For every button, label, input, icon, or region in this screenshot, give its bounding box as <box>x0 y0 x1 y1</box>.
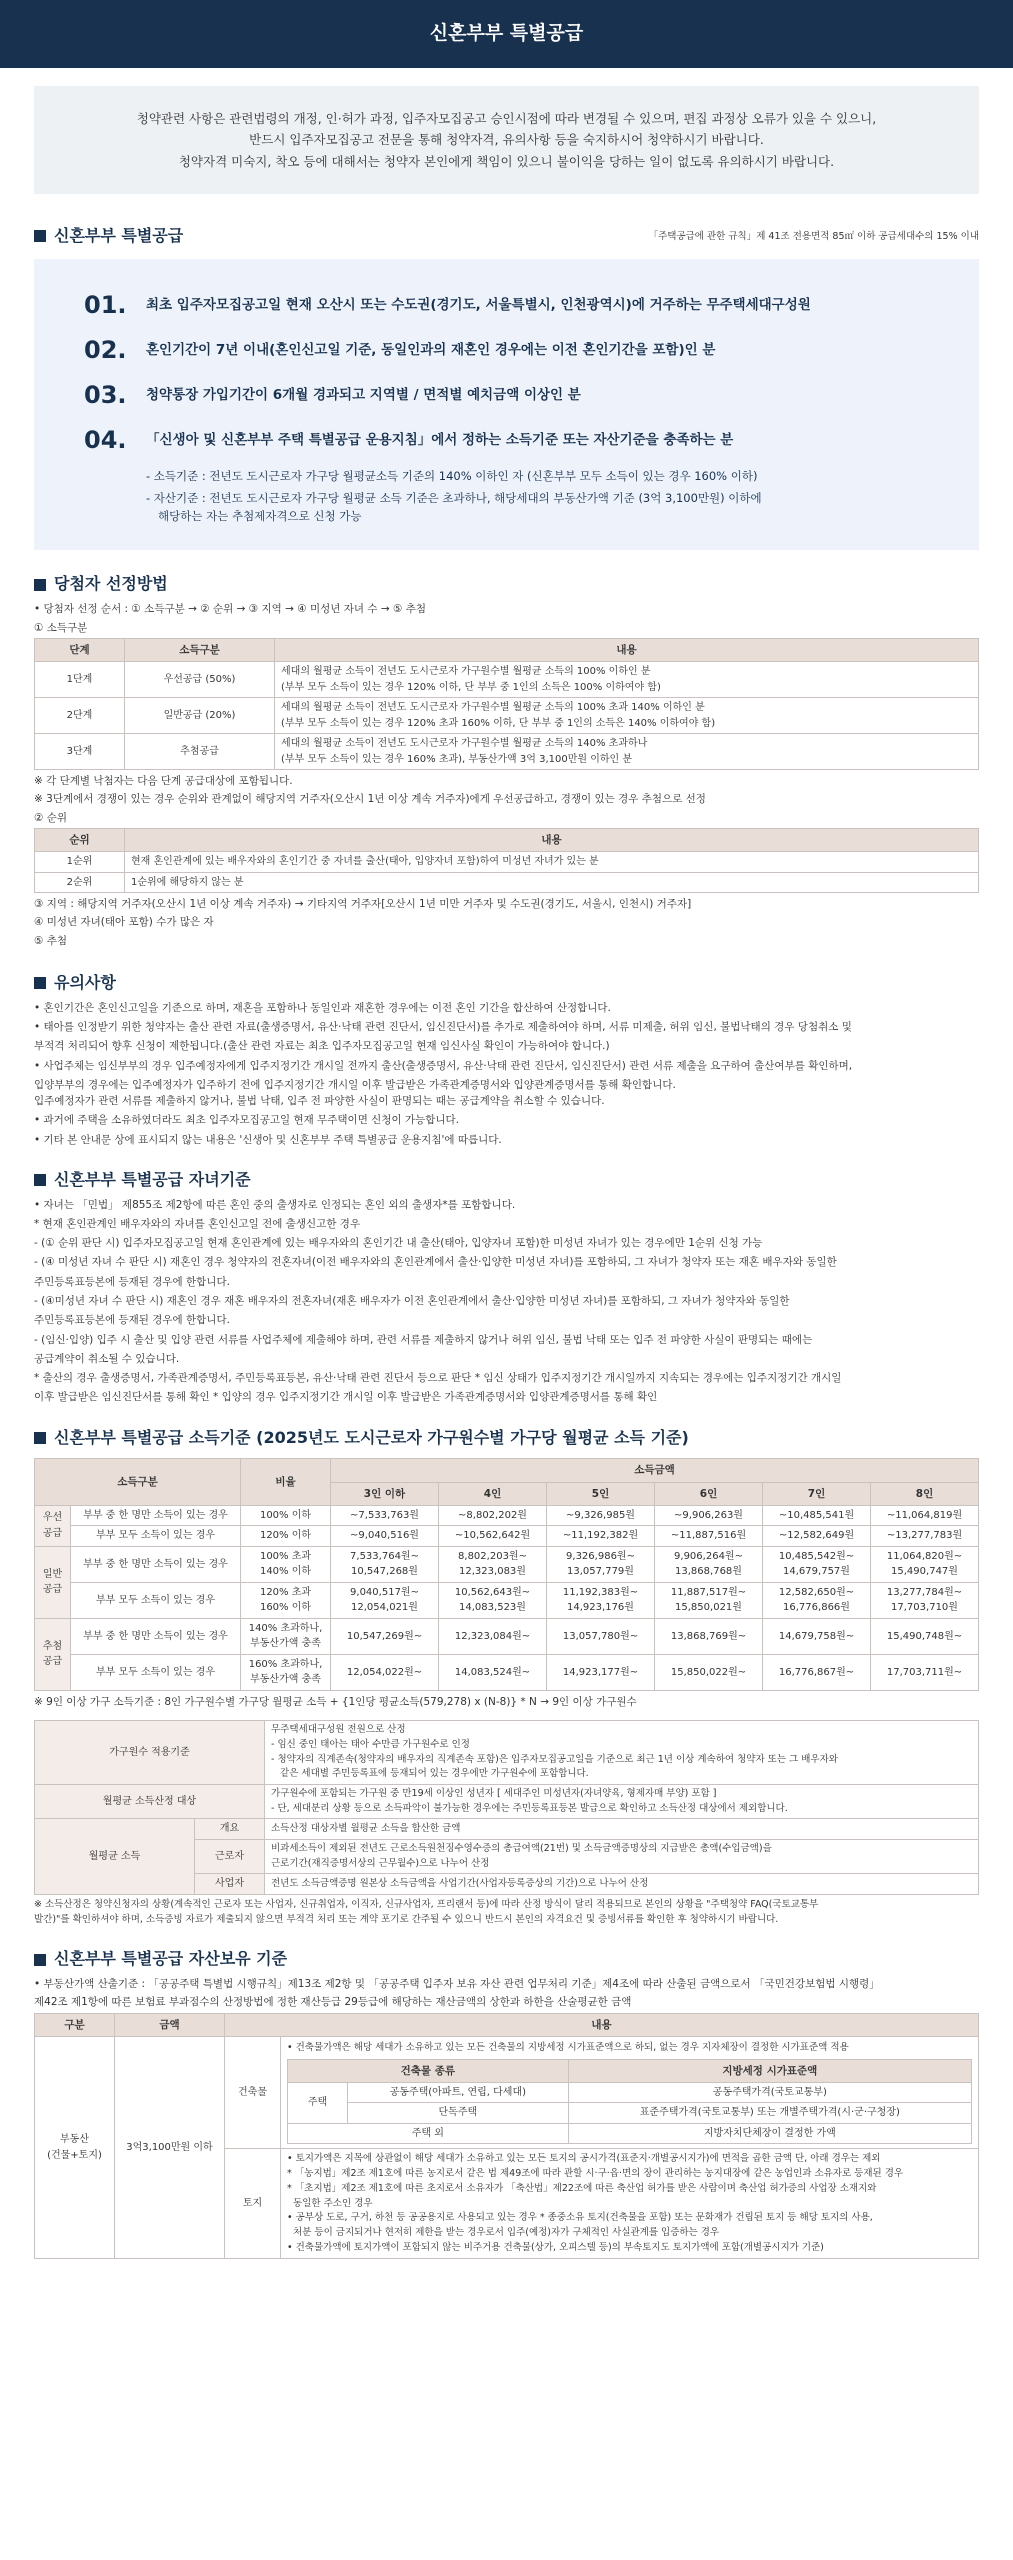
eligibility-item: 02. 혼인기간이 7년 이내(혼인신고일 기준, 동일인과의 재혼인 경우에는 이전 혼인기간을 포함)인 분 <box>84 335 716 364</box>
notice-line: 반드시 입주자모집공고 전문을 통해 청약자격, 유의사항 등을 숙지하시어 청약하시기 바랍니다. <box>249 132 764 148</box>
section-title: 신혼부부 특별공급 소득기준 (2025년도 도시근로자 가구원수별 가구당 월평균 소득 기준) <box>34 1426 979 1451</box>
asset-table: 구분 금액 내용 부동산 (건물+토지) 3억3,100만원 이하 건축물 • 건축물가액은 해당 세대가 소유하고 있는 모든 건축물의 지방세정 시가표준액으로 하되, 없는 경우 지자체장이 결정한 시가표준액 적용 건축물 종류 지방세정 시가표준액 주택 공동주택(아파트, 연립, 다세대) 공동주택가격(국토교통부) 단독주택 표준주택가격(국토교통부) 또는 개별주택가격(시·군·구청장) 주택 외 지방자치단체장이 결정한 가액 토지 • 토지가액은 지목에 상관없이 해당 세대가 소유하고 있는 모든 토지의 공시가격(표준지·개별공시지가)에 면적을 곱한 금액 단, 아래 경우는 제외 * 「농지법」제2조 제1호에 따른 농지로서 같은 법 제49조에 따라 관할 시·구·읍·면의 장이 관리하는 농지대장에 같은 농업인과 소유자로 등재된 경우 * 「초지법」제2조 제1호에 따른 초지로서 소유자가 「축산법」제22조에 따른 축산업 허가를 받은 사람이며 축산업 허가증의 사업장 소재지와 동일한 주소인 경우 • 공부상 도로, 구거, 하천 등 공공용지로 사용되고 있는 경우 * 종중소유 토지(건축물을 포함) 또는 문화재가 건립된 토지 등 해당 토지의 사용, 처분 등이 금지되거나 현저히 제한을 받는 경우로서 입주(예정)자가 구체적인 사실관계를 입증하는 경우 • 건축물가액에 토지가액이 포함되지 않는 비주거용 건축물(상가, 오피스텔 등)의 부속토지도 토지가액에 포함(개별공시지가 기준) <box>34 2013 979 2260</box>
children-item: • 자녀는 「민법」 제855조 제2항에 따른 혼인 중의 출생자로 인정되는 혼인 외의 출생자*를 포함합니다. <box>34 1198 516 1211</box>
caution-item: • 기타 본 안내문 상에 표시되지 않는 내용은 '신생아 및 신혼부부 주택 특별공급 운용지침'에 따릅니다. <box>34 1133 502 1146</box>
table-row: 1순위 현재 혼인관계에 있는 배우자와의 혼인기간 중 자녀를 출산(태아, 입양자녀 포함)하여 미성년 자녀가 있는 분 <box>35 852 979 873</box>
section-title: 신혼부부 특별공급 자산보유 기준 <box>34 1947 979 1972</box>
eligibility-subcriteria: - 소득기준 : 전년도 도시근로자 가구당 월평균소득 기준의 140% 이하인 자 (신혼부부 모두 소득이 있는 경우 160% 이하) - 자산기준 : 전년도 도시근로자 가구당 월평균 소득 기준은 초과하나, 해당세대의 부동산가액 기준 (3억 3,100만원) 이하에 해당하는 자는 추첨제자격으로 신청 가능 <box>146 469 762 524</box>
notice-line: 청약자격 미숙지, 착오 등에 대해서는 청약자 본인에게 책임이 있으니 불이익을 당하는 일이 없도록 유의하시기 바랍니다. <box>178 153 835 169</box>
land-item: • 공부상 도로, 구거, 하천 등 공공용지로 사용되고 있는 경우 * 종중소유 토지(건축물을 포함) 또는 문화재가 건립된 토지 등 해당 토지의 사용, <box>287 2212 873 2224</box>
children-item: - (④미성년 자녀 수 판단 시) 재혼인 경우 재혼 배우자의 전혼자녀(재혼 배우자가 이전 혼인관계에서 출산·입양한 미성년 자녀)를 포함하되, 그 자녀가 청약자와 동일한 <box>34 1294 790 1307</box>
income-calc-note: ※ 소득산정은 청약신청자의 상황(계속적인 근로자 또는 사업자, 신규취업자, 이직자, 신규사업자, 프리랜서 등)에 따라 산정 방식이 달리 적용되므로 본인의 상황을 "주택청약 FAQ(국토교통부 발간)"를 확인하셔야 하며, 소득증빙 자료가 제출되지 않으면 부적격 처리 또는 계약 포기로 간주될 수 있으니 반드시 본인의 자격요건 및 증빙서류를 확인한 후 청약하시기 바랍니다. <box>34 1898 819 1925</box>
caution-item: • 사업주체는 임신부부의 경우 입주예정자에게 입주지정기간 개시일 전까지 출산(출생증명서, 유산·낙태 관련 진단서, 임신진단서) 관련 서류 제출을 요구하여 출산여부를 확인하며, <box>34 1059 853 1072</box>
children-criteria-list <box>34 1197 979 1406</box>
table-row: 추첨공급 부부 중 한 명만 소득이 있는 경우 140% 초과하나, 부동산가액 충족 10,547,269원~ 12,323,084원~ 13,057,780원~ 13,868,769원~ 14,679,758원~ 15,490,748원~ <box>35 1618 979 1654</box>
table-row: 1단계 우선공급 (50%) 세대의 월평균 소득이 전년도 도시근로자 가구원수별 월평균 소득의 100% 이하인 분 (부부 모두 소득이 있는 경우 120% 이하, 단 부부 중 1인의 소득은 100% 이하여야 함) <box>35 662 979 698</box>
children-item: - (④ 미성년 자녀 수 판단 시) 재혼인 경우 청약자의 전혼자녀(이전 배우자와의 혼인관계에서 출산·입양한 미성년 자녀)를 포함하되, 그 자녀가 청약자 또는 재혼 배우자와 동일한 <box>34 1256 837 1269</box>
caution-item: • 혼인기간은 혼인신고일을 기준으로 하며, 재혼을 포함하나 동일인과 재혼한 경우에는 이전 혼인 기간을 합산하여 산정합니다. <box>34 1001 611 1014</box>
criteria-table: 가구원수 적용기준 무주택세대구성원 전원으로 산정 - 임신 중인 태아는 태아 수만큼 가구원수로 인정 - 청약자의 직계존속(청약자의 배우자의 직계존속 포함)은 입주자모집공고일을 기준으로 최근 1년 이상 계속하여 청약자 또는 그 배우자와 같은 세대별 주민등록표에 등재되어 있는 경우에만 가구원수에 포함합니다. 월평균 소득산정 대상 가구원수에 포함되는 가구원 중 만19세 이상인 성년자 [ 세대주인 미성년자(자녀양육, 형제자매 부양) 포함 ] - 단, 세대분리 상황 등으로 소득파악이 불가능한 경우에는 주민등록표등본 발급으로 확인하고 소득산정 대상에서 제외합니다. 월평균 소득 개요 소득산정 대상자별 월평균 소득을 합산한 금액 근로자 비과세소득이 제외된 전년도 근로소득원천징수영수증의 총급여액(21번) 및 소득금액증명상의 지급받은 총액(수입금액)을 근로기간(재직증명서상의 근무월수)으로 나누어 산정 사업자 전년도 소득금액증명 원본상 소득금액을 사업기간(사업자등록증상의 기간)으로 나누어 산정 <box>34 1720 979 1895</box>
eligibility-item: 01. 최초 입주자모집공고일 현재 오산시 또는 수도권(경기도, 서울특별시, 인천광역시)에 거주하는 무주택세대구성원 <box>84 290 811 319</box>
section-cautions <box>34 971 979 1148</box>
section-income <box>34 1426 979 1928</box>
table-row: 일반공급 부부 중 한 명만 소득이 있는 경우 100% 초과 140% 이하 7,533,764원~ 10,547,268원 8,802,203원~ 12,323,083원 9,326,986원~ 13,057,779원 9,906,264원~ 13,868,768원 10,485,542원~ 14,679,757원 11,064,820원~ 15,490,747원 <box>35 1546 979 1582</box>
children-item: - (임신·입양) 입주 시 출산 및 입양 관련 서류를 사업주체에 제출해야 하며, 관련 서류를 제출하지 않거나 허위 임신, 불법 낙태 또는 입주 전 파양한 사실이 판명되는 때에는 <box>34 1333 813 1346</box>
caution-item: • 과거에 주택을 소유하였더라도 최초 입주자모집공고일 현재 무주택이면 신청이 가능합니다. <box>34 1114 460 1127</box>
land-item: 처분 등이 금지되거나 현저히 제한을 받는 경우로서 입주(예정)자가 구체적인 사실관계를 입증하는 경우 <box>287 2227 720 2239</box>
land-item: 동일한 주소인 경우 <box>287 2197 373 2209</box>
rank-table: 순위 내용 1순위 현재 혼인관계에 있는 배우자와의 혼인기간 중 자녀를 출산(태아, 입양자녀 포함)하여 미성년 자녀가 있는 분 2순위 1순위에 해당하지 않는 분 <box>34 828 979 893</box>
section-title: 신혼부부 특별공급 자녀기준 <box>34 1168 979 1193</box>
caution-item: • 태아를 인정받기 위한 청약자는 출산 관련 자료(출생증명서, 유산·낙태 관련 진단서, 임신진단서)를 추가로 제출하여야 하며, 서류 미제출, 허위 임신, 불법낙태의 경우 당첨취소 및 <box>34 1020 852 1033</box>
section-selection: 당첨자 선정방법 • 당첨자 선정 순서 : ① 소득구분 → ② 순위 → ③ 지역 → ④ 미성년 자녀 수 → ⑤ 추첨 ① 소득구분 단계 소득구분 내용 1단계 우선공급 (50%) 세대의 월평균 소득이 전년도 도시근로자 가구원수별 월평균 소득의 100% 이하인 분 (부부 모두 소득이 있는 경우 120% 이하, 단 부부 중 1인의 소득은 100% 이하여야 함) 2단계 일반공급 (20%) 세대의 월평균 소득이 전년도 도시근로자 가구원수별 월평균 소득의 100% 초과 140% 이하인 분 (부부 모두 소득이 있는 경우 120% 초과 160% 이하, 단 부부 중 1인의 소득은 140% 이하여야 함) 3단계 추첨공급 세대의 월평균 소득이 전년도 도시근로자 가구원수별 월평균 소득의 140% 초과하나 (부부 모두 소득이 있는 경우 160% 초과), 부동산가액 3억 3,100만원 이하인 분 ※ 각 단계별 낙첨자는 다음 단계 공급대상에 포함됩니다. ※ 3단계에서 경쟁이 있는 경우 순위와 관계없이 해당지역 거주자(오산시 1년 이상 계속 거주자)에게 우선공급하고, 경쟁이 있는 경우 추첨으로 선정 ② 순위 순위 내용 1순위 현재 혼인관계에 있는 배우자와의 혼인기간 중 자녀를 출산(태아, 입양자녀 포함)하여 미성년 자녀가 있는 분 2순위 1순위에 해당하지 않는 분 ③ 지역 : 해당지역 거주자(오산시 1년 이상 계속 거주자) → 기타지역 거주자[오산시 1년 미만 거주자 및 수도권(경기도, 서울시, 인천시) 거주자] ④ 미성년 자녀(태아 포함) 수가 많은 자 ⑤ 추첨 <box>34 572 979 948</box>
square-bullet-icon <box>34 1432 46 1444</box>
notice-box <box>34 86 979 194</box>
table-row: 2순위 1순위에 해당하지 않는 분 <box>35 872 979 893</box>
children-item: 공급계약이 취소될 수 있습니다. <box>34 1352 180 1365</box>
square-bullet-icon <box>34 579 46 591</box>
eligibility-item: 04. 「신생아 및 신혼부부 주택 특별공급 운용지침」에서 정하는 소득기준 또는 자산기준을 충족하는 분 <box>84 426 734 455</box>
children-item: 주민등록표등본에 등재된 경우에 한합니다. <box>34 1314 230 1327</box>
table-row: 3단계 추첨공급 세대의 월평균 소득이 전년도 도시근로자 가구원수별 월평균 소득의 140% 초과하나 (부부 모두 소득이 있는 경우 160% 초과), 부동산가액 3억 3,100만원 이하인 분 <box>35 734 979 770</box>
caution-item: 입주예정자가 관련 서류를 제출하지 않거나, 불법 낙태, 입주 전 파양한 사실이 판명되는 때는 공급계약을 취소할 수 있습니다. <box>34 1095 605 1108</box>
income-note: ※ 9인 이상 가구 소득기준 : 8인 가구원수별 가구당 월평균 소득 + {1인당 평균소득(579,278) x (N-8)} * N → 9인 이상 가구원수 <box>34 1695 637 1708</box>
section-title: 당첨자 선정방법 <box>34 572 979 597</box>
income-stage-table: 단계 소득구분 내용 1단계 우선공급 (50%) 세대의 월평균 소득이 전년도 도시근로자 가구원수별 월평균 소득의 100% 이하인 분 (부부 모두 소득이 있는 경우 120% 이하, 단 부부 중 1인의 소득은 100% 이하여야 함) 2단계 일반공급 (20%) 세대의 월평균 소득이 전년도 도시근로자 가구원수별 월평균 소득의 100% 초과 140% 이하인 분 (부부 모두 소득이 있는 경우 120% 초과 160% 이하, 단 부부 중 1인의 소득은 140% 이하여야 함) 3단계 추첨공급 세대의 월평균 소득이 전년도 도시근로자 가구원수별 월평균 소득의 140% 초과하나 (부부 모두 소득이 있는 경우 160% 초과), 부동산가액 3억 3,100만원 이하인 분 <box>34 638 979 770</box>
subheading: ① 소득구분 <box>34 621 88 634</box>
table-row: 부부 모두 소득이 있는 경우 120% 초과 160% 이하 9,040,517원~ 12,054,021원 10,562,643원~ 14,083,523원 11,192,383원~ 14,923,176원 11,887,517원~ 15,850,021원 12,582,650원~ 16,776,866원 13,277,784원~ 17,703,710원 <box>35 1582 979 1618</box>
land-item: * 「초지법」제2조 제1호에 따른 초지로서 소유자가 「축산법」제22조에 따른 축산업 허가를 받은 사람이며 축산업 허가증의 사업장 소재지와 <box>287 2182 877 2194</box>
table-row: 2단계 일반공급 (20%) 세대의 월평균 소득이 전년도 도시근로자 가구원수별 월평균 소득의 100% 초과 140% 이하인 분 (부부 모두 소득이 있는 경우 120% 초과 160% 이하, 단 부부 중 1인의 소득은 140% 이하여야 함) <box>35 698 979 734</box>
square-bullet-icon <box>34 977 46 989</box>
land-item: • 건축물가액에 토지가액이 포함되지 않는 비주거용 건축물(상가, 오피스텔 등)의 부속토지도 토지가액에 포함(개별공시지가 기준) <box>287 2241 824 2253</box>
income-table: 소득구분 비율 소득금액 3인 이하 4인 5인 6인 7인 8인 우선공급 부부 중 한 명만 소득이 있는 경우 100% 이하 ~7,533,763원 ~8,802,202원 ~9,326,985원 ~9,906,263원 ~10,485,541원 ~11,064,819원 부부 모두 소득이 있는 경우 120% 이하 ~9,040,516원 ~10,562,642원 ~11,192,382원 ~11,887,516원 ~12,582,649원 ~13,277,783원 일반공급 부부 중 한 명만 소득이 있는 경우 100% 초과 140% 이하 7,533,764원~ 10,547,268원 8,802,203원~ 12,323,083원 9,326,986원~ 13,057,779원 9,906,264원~ 13,868,768원 10,485,542원~ 14,679,757원 11,064,820원~ 15,490,747원 부부 모두 소득이 있는 경우 120% 초과 160% 이하 9,040,517원~ 12,054,021원 10,562,643원~ 14,083,523원 11,192,383원~ 14,923,176원 11,887,517원~ 15,850,021원 12,582,650원~ 16,776,866원 13,277,784원~ 17,703,710원 추첨공급 부부 중 한 명만 소득이 있는 경우 140% 초과하나, 부동산가액 충족 10,547,269원~ 12,323,084원~ 13,057,780원~ 13,868,769원~ 14,679,758원~ 15,490,748원~ 부부 모두 소득이 있는 경우 160% 초과하나, 부동산가액 충족 12,054,022원~ 14,083,524원~ 14,923,177원~ 15,850,022원~ 16,776,867원~ 17,703,711원~ <box>34 1458 979 1691</box>
selection-order: • 당첨자 선정 순서 : ① 소득구분 → ② 순위 → ③ 지역 → ④ 미성년 자녀 수 → ⑤ 추첨 <box>34 603 427 616</box>
section-eligibility <box>34 224 979 551</box>
caution-item: 입양부부의 경우에는 입주예정자가 입주하기 전에 입주지정기간 개시일 이후 발급받은 가족관계증명서와 입양관계증명서를 통해 확인합니다. <box>34 1078 676 1091</box>
table-row: 부부 모두 소득이 있는 경우 120% 이하 ~9,040,516원 ~10,562,642원 ~11,192,382원 ~11,887,516원 ~12,582,649원 ~13,277,783원 <box>35 1526 979 1547</box>
children-item: * 출산의 경우 출생증명서, 가족관계증명서, 주민등록표등본, 유산·낙태 관련 진단서 등으로 판단 * 임신 상태가 입주지정기간 개시일까지 지속되는 경우에는 입주지정기간 개시일 <box>34 1372 842 1385</box>
section-children <box>34 1168 979 1406</box>
section-assets: 신혼부부 특별공급 자산보유 기준 • 부동산가액 산출기준 : 「공공주택 특별법 시행규칙」제13조 제2항 및 「공공주택 입주자 보유 자산 관련 업무처리 기준」제4조에 따라 산출된 금액으로서 「국민건강보험법 시행령」 제42조 제1항에 따른 보험료 부과점수의 산정방법에 정한 재산등급 29등급에 해당하는 재산금액의 상한과 하한을 산술평균한 금액 구분 금액 내용 부동산 (건물+토지) 3억3,100만원 이하 건축물 • 건축물가액은 해당 세대가 소유하고 있는 모든 건축물의 지방세정 시가표준액으로 하되, 없는 경우 지자체장이 결정한 시가표준액 적용 건축물 종류 지방세정 시가표준액 주택 공동주택(아파트, 연립, 다세대) 공동주택가격(국토교통부) 단독주택 표준주택가격(국토교통부) 또는 개별주택가격(시·군·구청장) 주택 외 지방자치단체장이 결정한 가액 토지 • 토지가액은 지목에 상관없이 해당 세대가 소유하고 있는 모든 토지의 공시가격(표준지·개별공시지가)에 면적을 곱한 금액 단, 아래 경우는 제외 * 「농지법」제2조 제1호에 따른 농지로서 같은 법 제49조에 따라 관할 시·구·읍·면의 장이 관리하는 농지대장에 같은 농업인과 소유자로 등재된 경우 * 「초지법」제2조 제1호에 따른 초지로서 소유자가 「축산법」제22조에 따른 축산업 허가를 받은 사람이며 축산업 허가증의 사업장 소재지와 동일한 주소인 경우 • 공부상 도로, 구거, 하천 등 공공용지로 사용되고 있는 경우 * 종중소유 토지(건축물을 포함) 또는 문화재가 건립된 토지 등 해당 토지의 사용, 처분 등이 금지되거나 현저히 제한을 받는 경우로서 입주(예정)자가 구체적인 사실관계를 입증하는 경우 • 건축물가액에 토지가액이 포함되지 않는 비주거용 건축물(상가, 오피스텔 등)의 부속토지도 토지가액에 포함(개별공시지가 기준) <box>34 1947 979 2259</box>
caution-item: 부적격 처리되어 향후 신청이 제한됩니다.(출산 관련 자료는 최초 입주자모집공고일 현재 임신사실 확인이 가능하여야 합니다.) <box>34 1040 610 1053</box>
eligibility-item: 03. 청약통장 가입기간이 6개월 경과되고 지역별 / 면적별 예치금액 이상인 분 <box>84 380 581 409</box>
square-bullet-icon <box>34 1174 46 1186</box>
regulation-note: 「주택공급에 관한 규칙」제 41조 전용면적 85㎡ 이하 공급세대수의 15% 이내 <box>648 230 979 242</box>
page-header <box>0 0 1013 68</box>
table-row: 부부 모두 소득이 있는 경우 160% 초과하나, 부동산가액 충족 12,054,022원~ 14,083,524원~ 14,923,177원~ 15,850,022원~ 16,776,867원~ 17,703,711원~ <box>35 1654 979 1690</box>
square-bullet-icon <box>34 1954 46 1966</box>
table-row: 우선공급 부부 중 한 명만 소득이 있는 경우 100% 이하 ~7,533,763원 ~8,802,202원 ~9,326,985원 ~9,906,263원 ~10,485,541원 ~11,064,819원 <box>35 1505 979 1526</box>
section-title: 유의사항 <box>34 971 979 996</box>
children-item: * 현재 혼인관계인 배우자와의 자녀를 혼인신고일 전에 출생신고한 경우 <box>34 1217 361 1230</box>
caution-list <box>34 1000 979 1148</box>
eligibility-box <box>34 259 979 551</box>
land-item: • 토지가액은 지목에 상관없이 해당 세대가 소유하고 있는 모든 토지의 공시가격(표준지·개별공시지가)에 면적을 곱한 금액 단, 아래 경우는 제외 <box>287 2153 881 2165</box>
section-title: 신혼부부 특별공급 <box>34 224 979 249</box>
page-title: 신혼부부 특별공급 <box>429 22 584 45</box>
children-item: - (① 순위 판단 시) 입주자모집공고일 현재 혼인관계에 있는 배우자와의 혼인기간 내 출산(태아, 입양자녀 포함)한 미성년 자녀가 있는 경우에만 1순위 신청 가능 <box>34 1237 763 1250</box>
notice-line: 청약관련 사항은 관련법령의 개정, 인·허가 과정, 입주자모집공고 승인시점에 따라 변경될 수 있으며, 편집 과정상 오류가 있을 수 있으니, <box>136 111 877 126</box>
children-item: 주민등록표등본에 등재된 경우에 한합니다. <box>34 1275 230 1288</box>
land-item: * 「농지법」제2조 제1호에 따른 농지로서 같은 법 제49조에 따라 관할 시·구·읍·면의 장이 관리하는 농지대장에 같은 농업인과 소유자로 등재된 경우 <box>287 2168 904 2180</box>
children-item: 이후 발급받은 임신진단서를 통해 확인 * 입양의 경우 입주지정기간 개시일 이후 발급받은 가족관계증명서와 입양관계증명서를 통해 확인 <box>34 1391 658 1404</box>
square-bullet-icon <box>34 230 46 242</box>
